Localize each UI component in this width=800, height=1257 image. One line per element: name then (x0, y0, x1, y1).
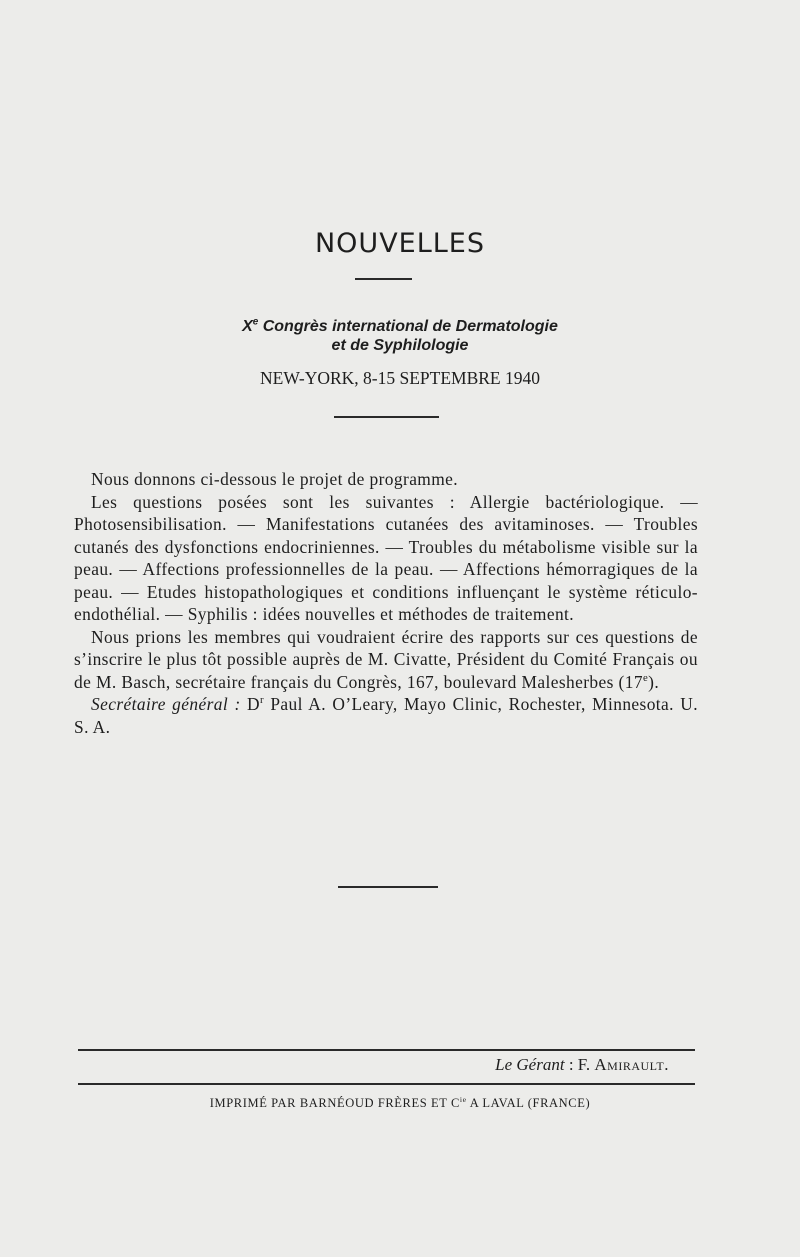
registration-end: ). (648, 671, 660, 692)
paragraph-registration (74, 626, 698, 694)
page-title: NOUVELLES (314, 228, 486, 259)
paragraph-questions: Les questions posées sont les suivantes : Allergie bactériologique. — Photosensibilisation. — Manifestations cutanées des avitaminoses. — Troubles cutanés des dysfonctions endocriniennes. — Troubles du métabolisme visible sur la peau. — Affections professionnelles de la peau. — Affections hémorragiques de la peau. — Etudes histopathologiques et conditions influençant le système réticulo-endothélial. — Syphilis : idées nouvelles et méthodes de traitement. (74, 491, 698, 624)
manager-name: Amirault. (594, 1055, 669, 1074)
paragraph-program: Nous donnons ci-dessous le projet de programme. (91, 469, 459, 489)
secretary-details: Paul A. O’Leary, Mayo Clinic, Rochester, Minnesota. U. S. A. (74, 694, 698, 737)
arrondissement-sup: e (642, 671, 649, 684)
congress-subheading: et de Syphilologie (331, 337, 469, 354)
congress-numeral-sup: e (252, 316, 259, 328)
city-date-line: NEW-YORK, 8-15 SEPTEMBRE 1940 (260, 368, 540, 388)
footer-rule-top (78, 1049, 695, 1051)
manager-label: Le Gérant (495, 1055, 565, 1074)
congress-name: Congrès international de Dermatologie (258, 318, 558, 335)
doctor-title-sup: r (260, 694, 264, 707)
footer-rule-bottom (78, 1083, 695, 1085)
congress-heading (0, 318, 800, 336)
announcement-body (74, 468, 698, 738)
printer-text: IMPRIMÉ PAR BARNÉOUD FRÈRES ET C (209, 1096, 460, 1110)
section-divider (334, 416, 439, 418)
printer-sup: ie (459, 1094, 467, 1104)
manager-separator: : F. (564, 1055, 595, 1074)
title-underline (355, 278, 412, 280)
paragraph-secretary (74, 693, 698, 738)
printer-imprint (0, 1096, 800, 1111)
registration-text: Nous prions les membres qui voudraient écrire des rapports sur ces questions de s’inscrire le plus tôt possible auprès de M. Civatte, Président du Comité Français ou de M. Basch, secrétaire français du Congrès, 167, boulevard Malesherbes (17 (74, 626, 698, 692)
doctor-title: D (240, 694, 260, 714)
manager-signature (495, 1055, 669, 1075)
secretary-label: Secrétaire général : (91, 694, 241, 714)
end-divider (338, 886, 438, 888)
congress-numeral: X (242, 318, 253, 335)
printer-location: A LAVAL (FRANCE) (466, 1096, 591, 1110)
